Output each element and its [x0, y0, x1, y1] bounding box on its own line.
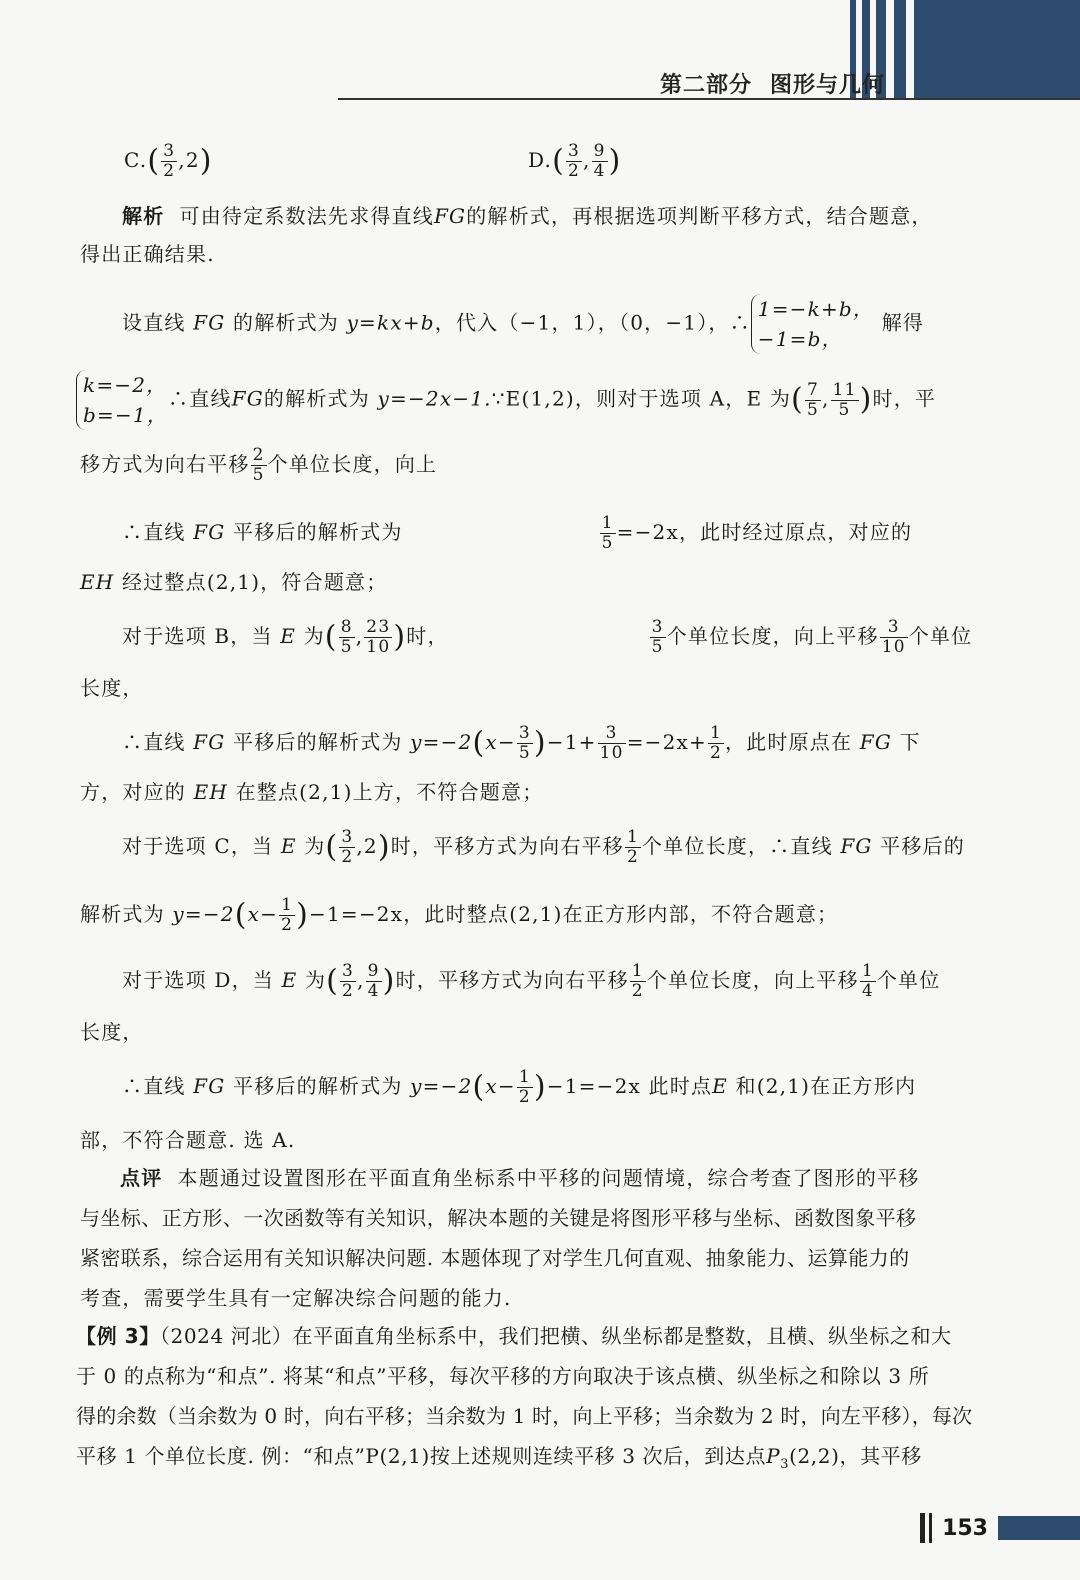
option-d: D.( $\frac{3}{2}$ , $\frac{9}{4}$ )	[528, 141, 622, 181]
page-marker-bar-thin	[929, 1513, 932, 1543]
comment-line-3: 紧密联系，综合运用有关知识解决问题. 本题体现了对学生几何直观、抽象能力、运算能力的	[80, 1246, 910, 1270]
comment-line-4: 考查，需要学生具有一定解决综合问题的能力.	[80, 1286, 512, 1310]
example-line-3: 得的余数（当余数为 0 时，向右平移；当余数为 1 时，向上平移；当余数为 2 时，向左平移），每次	[76, 1404, 973, 1428]
page-number-block	[920, 1510, 1080, 1546]
page-number: 153	[942, 1515, 988, 1541]
example-line-2: 于 0 的点称为“和点”. 将某“和点”平移，每次平移的方向取决于该点横、纵坐标之和除以 3 所	[76, 1364, 930, 1388]
option-c-line-1: 对于选项 C，当 E 为( $\frac{3}{2}$ ,2)时，平移方式为向右平移 $\frac{1}{2}$ 个单位长度，∴直线 FG 平移后的	[122, 827, 965, 867]
analysis-line-1: 解析 可由待定系数法先求得直线FG的解析式，再根据选项判断平移方式，结合题意，	[122, 204, 933, 228]
page-number-tab	[998, 1516, 1080, 1540]
solution-line-1: 设直线 FG 的解析式为 y=kx+b，代入（−1，1），（0，−1），∴1=−k+b， −1=b， 解得	[80, 294, 980, 354]
header-part: 第二部分	[660, 73, 753, 98]
option-d-line-1: 对于选项 D，当 E 为( $\frac{3}{2}$ , $\frac{9}{4}$ )时，平移方式为向右平移 $\frac{1}{2}$ 个单位长度，向上平移 $\frac{1}{4}$ 个单位	[122, 961, 941, 1001]
solution-line-4: ∴直线 FG 平移后的解析式为 $\frac{1}{5}$ =−2x，此时经过原点，对应的	[122, 513, 913, 553]
option-d-line-4: 部，不符合题意. 选 A.	[80, 1128, 296, 1152]
solution-line-5: EH 经过整点(2,1)，符合题意；	[80, 570, 388, 594]
comment-line-1: 点评 本题通过设置图形在平面直角坐标系中平移的问题情境，综合考查了图形的平移	[120, 1166, 920, 1190]
option-d-line-2: 长度，	[80, 1020, 144, 1044]
example-line-4: 平移 1 个单位长度. 例：“和点”P(2,1)按上述规则连续平移 3 次后，到达点$P_3(2,2)$，其平移	[76, 1444, 922, 1472]
option-b-line-1: 对于选项 B，当 E 为( $\frac{8}{5}$ , $\frac{23}{10}$ )时， $\frac{3}{5}$ 个单位长度，向上平移 $\frac{3}{10}$ 个单位	[122, 617, 973, 657]
comment-line-2: 与坐标、正方形、一次函数等有关知识，解决本题的关键是将图形平移与坐标、函数图象平移	[80, 1206, 917, 1230]
analysis-line-2: 得出正确结果.	[80, 242, 215, 266]
option-b-line-3: ∴直线 FG 平移后的解析式为 y=−2(x− $\frac{3}{5}$ )−1+ $\frac{3}{10}$ =−2x+ $\frac{1}{2}$ ，此时原点在 FG 下	[122, 723, 921, 763]
option-c: C.( $\frac{3}{2}$ ,2)	[124, 141, 213, 181]
option-c-line-2: 解析式为 y=−2(x− $\frac{1}{2}$ )−1=−2x，此时整点(2,1)在正方形内部，不符合题意；	[80, 895, 839, 935]
page-marker-bar	[920, 1513, 925, 1543]
solution-line-3: 移方式为向右平移 $\frac{2}{5}$ 个单位长度，向上	[80, 445, 438, 485]
example-line-1: 【例 3】（2024 河北）在平面直角坐标系中，我们把横、纵坐标都是整数，且横、纵坐标之和大	[76, 1324, 952, 1348]
solution-line-2: k=−2， b=−1，∴直线FG的解析式为 y=−2x−1.∵E(1,2)，则对于选项 A，E 为( $\frac{7}{5}$ , $\frac{11}{5}$ )时，平	[80, 370, 980, 430]
header-rule	[338, 98, 1080, 100]
header-section: 图形与几何	[770, 73, 886, 98]
option-b-line-4: 方，对应的 EH 在整点(2,1)上方，不符合题意；	[80, 780, 544, 804]
running-header	[660, 68, 885, 99]
option-b-line-2: 长度，	[80, 676, 144, 700]
option-d-line-3: ∴直线 FG 平移后的解析式为 y=−2(x− $\frac{1}{2}$ )−1=−2x 此时点E 和(2,1)在正方形内	[122, 1067, 917, 1107]
